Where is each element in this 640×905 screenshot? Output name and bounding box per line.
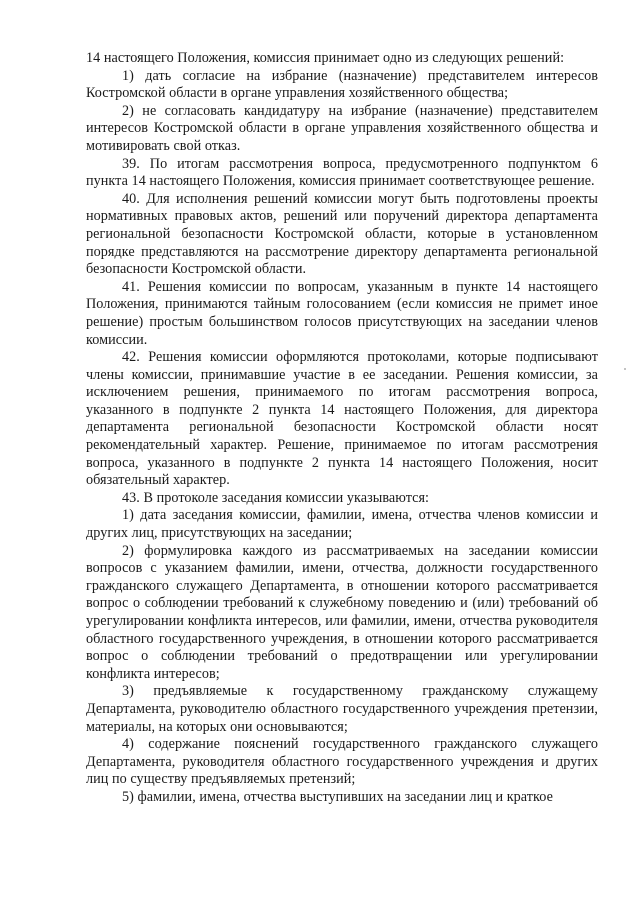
paragraph-subitem-3: 3) предъявляемые к государственному гражданскому служащему Департамента, руководителю областного государственного учреждения претензии, материалы, на которых они основываются;: [86, 683, 598, 735]
paragraph-item-41: 41. Решения комиссии по вопросам, указанным в пункте 14 настоящего Положения, принимаются тайным голосованием (если комиссия не примет иное решение) простым большинством голосов присутствующих на заседании членов комиссии.: [86, 278, 598, 348]
scan-speck: [624, 368, 626, 370]
paragraph-item-43: 43. В протоколе заседания комиссии указываются:: [122, 489, 430, 506]
paragraph-subitem-5: 5) фамилии, имена, отчества выступивших на заседании лиц и краткое: [122, 788, 553, 805]
paragraph-continuation: 14 настоящего Положения, комиссия принимает одно из следующих решений:: [86, 50, 565, 66]
paragraph-item-40: 40. Для исполнения решений комиссии могут быть подготовлены проекты нормативных правовых актов, решений или поручений директора департамента региональной безопасности Костромской области, которые в установленном порядке представляются на рассмотрение директору департамента региональной безопасности Костромской области.: [86, 190, 598, 278]
paragraph-item-42: 42. Решения комиссии оформляются протоколами, которые подписывают члены комиссии, принимавшие участие в ее заседании. Решения комиссии, за исключением решения, принимаемого по итогам рассмотрения вопроса, указанного в подпункте 2 пункта 14 настоящего Положения, для директора департамента региональной безопасности Костромской области носят рекомендательный характер. Решение, принимаемое по итогам рассмотрения вопроса, указанного в подпункте 2 пункта 14 настоящего Положения, носит обязательный характер.: [86, 349, 598, 489]
paragraph-subitem-4: 4) содержание пояснений государственного гражданского служащего Департамента, руководителя областного государственного учреждения и других лиц по существу предъявляемых претензий;: [86, 736, 598, 788]
paragraph-option-1: 1) дать согласие на избрание (назначение) представителем интересов Костромской области в органе управления хозяйственного общества;: [86, 67, 598, 102]
document-body: [86, 50, 598, 807]
paragraph-option-2: 2) не согласовать кандидатуру на избрание (назначение) представителем интересов Костромской области в органе управления хозяйственного общества и мотивировать свой отказ.: [86, 102, 598, 154]
paragraph-subitem-1: 1) дата заседания комиссии, фамилии, имена, отчества членов комиссии и других лиц, присутствующих на заседании;: [86, 507, 598, 542]
paragraph-subitem-2: 2) формулировка каждого из рассматриваемых на заседании комиссии вопросов с указанием фамилии, имени, отчества, должности государственного гражданского служащего Департамента, в отношении которого рассматривается вопрос о соблюдении требований к служебному поведению и (или) требований об урегулировании конфликта интересов, или фамилии, имени, отчества руководителя областного государственного учреждения, в отношении которого рассматривается вопрос о соблюдении требований о предотвращении или урегулировании конфликта интересов;: [86, 542, 598, 682]
paragraph-item-39: 39. По итогам рассмотрения вопроса, предусмотренного подпунктом 6 пункта 14 настоящего Положения, комиссия принимает соответствующее решение.: [86, 155, 598, 190]
